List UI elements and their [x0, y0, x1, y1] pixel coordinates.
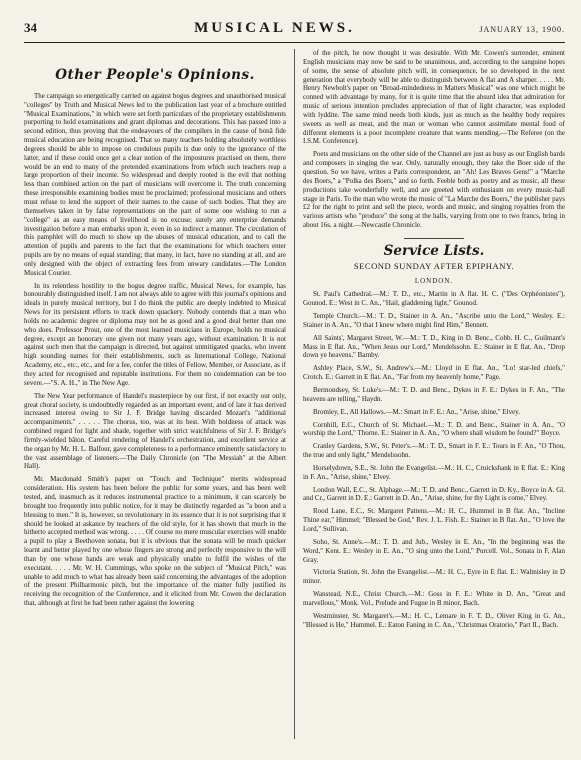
section-separator [404, 238, 464, 239]
service-lists-subheading: SECOND SUNDAY AFTER EPIPHANY. [353, 260, 515, 271]
church-entry: Bermondsey, St. Luke's.—M.: T. D. and Benc., Dykes in F. E.: Dykes in F. An., "The heavens are telling," Haydn. [303, 386, 565, 403]
opinion-paragraph: Poets and musicians on the other side of the Channel are just as busy as our English bards and composers in singing the war. Only, naturally enough, they take the Boer side of the question. So we have, writes a Paris correspondent, an "Ah! Les Braves Gens!" a "Marche des Boers," a "Polka des Boers," and so forth. Feeble both as poetry and as music, all these productions take wonderfully well, and are greeted with enthusiasm on every music-hall stage in Paris. To the man who wrote the music of "La Marche des Boers," the publisher pays £2 for the right to print and sell the piece, words and music, and singing royalties from the various artists who "produce" the song at the halls, varying from one to two francs, bring in about 16s. a night.—Newcastle Chronicle. [303, 150, 565, 230]
opinion-paragraph: of the pitch, he now thought it was desirable. With Mr. Cowen's surrender, eminent English musicians may now be said to be unanimous, and, according to the sanguine hopes of some, the sense of absolute pitch will, in consequence, be so developed in the next generation that everybody will be able to distinguish between A flat and A sharper. . . . . Mr. Henry Newbolt's paper on "Broad-mindedness in Matters Musical" was one which might be conned with advantage by many, for it is quite time that the absurd idea that admiration for music of serious intention precludes appreciation of that of light character, was exploded with lyddite. The same mind needs both kinds, just as much as the healthy body requires sweets as well as meat, and the man or woman who cannot assimilate mental food of different elements is a poor incomplete creature that wants mending.—The Referee (on the I.S.M. Conference). [303, 49, 565, 146]
issue-date: JANUARY 13, 1900. [479, 25, 565, 34]
church-entry: Rood Lane, E.C., St. Margaret Pattens.—M.: H. C., Hummel in B flat. An., "Incline Thine ear," Himmel; "Blessed be God," Rev. J. L. Fish. E.: Stainer in B flat. An., "O love the Lord," Sullivan. [303, 507, 565, 533]
opinion-paragraph: The New Year performance of Handel's masterpiece by our first, if not exactly our only, great choral society, is undoubtedly regarded as an important event, and of late it has derived increased interest owing to Sir J. F. Bridge having discarded Mozart's "additional accompaniments." . . . . . The chorus, too, was at its best. With boldness of attack was combined regard for light and shade, together with strict watchfulness of Sir J. F. Bridge's firmly-wielded bâton. Careful rendering of Handel's orchestration, and excellent service at the organ by Mr. H. L. Balfour, gave completeness to a performance eminently satisfactory to the vast assemblage of listeners.—The Daily Chronicle (on "The Messiah" at the Albert Hall). [24, 391, 286, 471]
opinion-paragraph: Mr. Macdonald Smith's paper on "Touch and Technique" merits widespread consideration. His system has been before the public for some years, and has been well tested, and, inasmuch as it reduces instrumental practice to a minimum, it can scarcely be brought too frequently into public notice, for it may be distinctly regarded as "a boon and a blessing to men." It is, however, so revolutionary in its essence that it is not surprising that it should be looked at askance by teachers of the old style, for it has shown that much in the hitherto accepted method was wrong. . . . . Of course no mere muscular exercises will enable a pupil to play a Beethoven sonata, but it is obvious that the sonata will be much quicker learnt and better played by one whose fingers are strong and perfectly responsive to the will than by one whose hands are weak and physically unable to fulfil the wishes of the executant. . . . . Mr. W. H. Cummings, who spoke on the subject of "Musical Pitch," was unable to add much to what has already been said concerning the advantages of the adoption of the present Philharmonic pitch, but the importance of the matter fully justified its receiving the recognition of the Conference, and it elicited from Mr. Cowen the declaration that, although at first he had been rather against the lowering [24, 475, 286, 608]
page-number: 34 [24, 20, 37, 35]
church-entry: Temple Church.—M.: T. D., Stainer in A. An., "Ascribe unto the Lord," Wesley. E.: Stainer in A. An., "O that I knew where might find Him," Bennett. [303, 312, 565, 329]
church-entry: Bromley, E., All Hallows.—M.: Smart in F. E.: An., "Arise, shine," Elvey. [313, 407, 521, 416]
church-entry: Cornhill, E.C., Church of St. Michael.—M.: T. D. and Benc., Stainer in A. An., "O worship the Lord," Thorne. E.: Stainer in A. An., "O where shall wisdom be found?" Boyce. [303, 420, 565, 438]
opinion-paragraph: The campaign so energetically carried on against bogus degrees and unauthorised musical "colleges" by Truth and Musical News led to the publication last year of a brochure entitled "Musical Examinations," in which were set forth particulars of the proprietary establishments purporting to hold examinations and grant diplomas and decorations. This has passed into a second edition, thus proving that the endeavours of the compilers in the cause of bonâ fide musical education are being recognised. That so many teachers holding absolutely worthless degrees should be able to impose on credulous pupils is due only to the ignorance of the latter, and if these could once get a clear notion of the impostures practised on them, there would be an end to many of the pretended examinations from which such teachers reap a large proportion of their income. So widespread and deeply rooted is the evil that nothing less than combined action on the part of musicians will overcome it. The truth concerning these irresponsible examining bodies must be proclaimed; professional musicians and others must refuse to lend the support of their names to the cause of such bodies. That they are themselves taken in by false representations on the part of some one wishing to run a "college" as an easy means of livelihood is no excuse; surely any enterprise demands investigation before a man embarks upon it, even in so indirect a manner. The circulation of this pamphlet will do much to show up the abuses of musical education, and to call the attention of pupils and parents to the fact that the examinations for which teachers enter pupils are by no means of equal standing; that many, in fact, have no standing at all, and are only designed with the object of extracting fees from unwary candidates.—The London Musical Courier. [24, 91, 286, 277]
church-entry: Wanstead, N.E., Christ Church.—M.: Goss in F. E.: White in D. An., "Great and marvellous," Monk. Vol., Prelude and Fugue in B minor, Bach. [303, 590, 565, 607]
masthead [24, 20, 565, 37]
church-entry: Cranley Gardens, S.W., St. Peter's.—M.: T. D., Smart in F. E.: Tours in F. An., "O Thou, the true and only light," Mendelssohn. [303, 442, 565, 460]
newspaper-title: MUSICAL NEWS. [194, 20, 355, 36]
church-entry: Victoria Station, St. John the Evangelist.—M.: H. C., Eyre in E flat. E.: Walmisley in D minor. [303, 568, 565, 586]
church-entry: Ashley Place, S.W., St. Andrew's.—M.: Lloyd in E flat. An., "Lo! star-led chiefs," Crotch. E.: Garrett in E flat. An., "Far from my heavenly home," Page. [303, 364, 565, 382]
header-rule [24, 42, 565, 43]
left-column [24, 49, 286, 739]
service-lists-heading: Service Lists. [383, 242, 485, 259]
opinions-heading: Other People's Opinions. [55, 67, 255, 83]
church-entry: Horselydown, S.E., St. John the Evangelist.—M.: H. C., Cruickshank in E flat. E.: King in F. An., "Arise, shine," Elvey. [303, 463, 565, 481]
column-divider [294, 49, 295, 739]
location-heading: LONDON. [414, 276, 454, 285]
columns [24, 49, 565, 739]
church-entry: St. Paul's Cathedral.—M.: T. D., etc., Martin in A flat. H. C. ("Des Orphéonistes"), Gounod. E.: West in C. An., "Hail, gladdening light," Gounod. [303, 290, 565, 308]
church-entry: Soho, St. Anne's.—M.: T. D. and Jub., Wesley in E. An., "In the beginning was the Word," Kent. E.: Wesley in E. An., "O sing unto the Lord," Purcell. Vol., Sonata in F, Alan Gray. [303, 537, 565, 564]
church-entry: All Saints', Margaret Street, W.—M.: T. D., King in D. Benc., Cobb. H. C., Guilmant's Mass in E flat. An., "When Jesus our Lord," Mendelssohn. E.: Stainer in E flat. An., "Drop down ye heavens," Barnby. [303, 333, 565, 360]
church-entry: London Wall, E.C., St. Alphage.—M.: T. D. and Benc., Garrett in D. Ky., Boyce in A. Gl. and Cr., Garrett in D. E.: Garrett in D. An., "Arise, shine, for thy Light is come," Elvey. [303, 485, 565, 503]
right-column [303, 49, 565, 739]
church-entry: Westminster, St. Margaret's.—M.: H. C., Lemare in F. T. D., Oliver King in G. An., "Blessed is He," Hummel. E.: Eaton Faning in C. An., "Christmas Oratorio," Part II., Bach. [303, 611, 565, 629]
opinion-paragraph: In its relentless hostility to the bogus degree traffic, Musical News, for example, has honourably distinguished itself. I am not always able to agree with this journal's opinions and ideals in purely musical territory, but I do think the public are deeply indebted to Musical News for its persistent efforts to track down quackery. Nobody contends that a man who holds no academic degree or diploma may not be as good and a good deal better than one who does. Professor Prout, one of the most learned musicians in Europe, holds no musical degree, except an honorary one given not many years ago, without examination. It is not against such men that the campaign is directed, but against unmitigated quacks, who invent high sounding names for their establishments, such as International College, National Academy, etc., etc., etc., and for a fee, confer the titles of Fellow, Member, or Associate, as if they acted for recognised and reputable institutions. For them no condemnation can be too severe.—"S. A. H.," in The New Age. [24, 281, 286, 387]
